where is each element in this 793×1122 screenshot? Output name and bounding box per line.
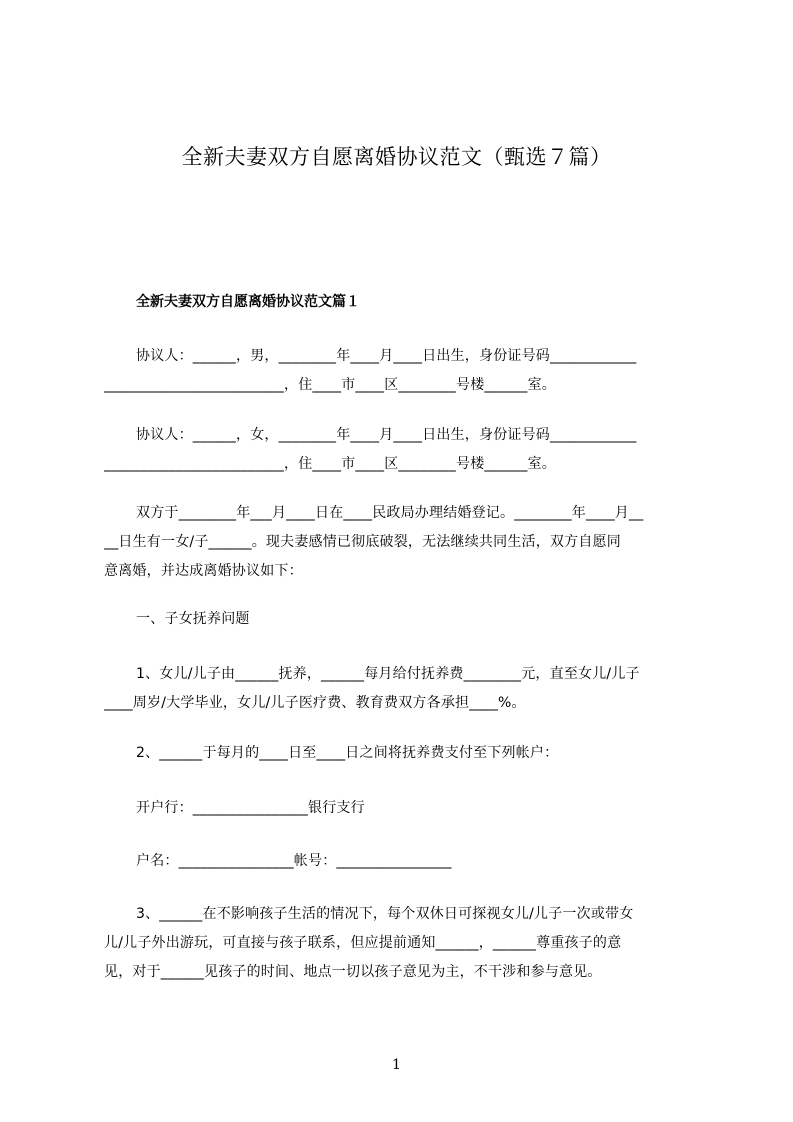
paragraph-line: 协议人：______，女，________年____月____日出生，身份证号码____________ [136, 427, 637, 443]
paragraph-line: 一、子女抚养问题 [136, 611, 250, 627]
paragraph-party-male [104, 342, 704, 400]
paragraph-party-female [104, 421, 704, 479]
paragraph-clause-1 [104, 660, 704, 718]
document-title: 全新夫妻双方自愿离婚协议范文（甄选７篇） [181, 145, 612, 169]
paragraph-line: 开户行：________________银行支行 [136, 800, 365, 816]
paragraph-bank-name [104, 794, 704, 823]
section-heading: 全新夫妻双方自愿离婚协议范文篇１ [136, 294, 360, 310]
paragraph-marriage-info [104, 499, 704, 586]
paragraph-account-info [104, 847, 704, 876]
paragraph-line: 2、______于每月的____日至____日之间将抚养费支付至下列帐户： [136, 745, 559, 761]
paragraph-line: 意离婚，并达成离婚协议如下： [104, 563, 303, 579]
paragraph-line: 双方于________年___月____日在____民政局办理结婚登记。________年____月__ [136, 505, 644, 521]
paragraph-line: _________________________，住____市____区________号楼______室。 [104, 456, 556, 472]
paragraph-line: __日生有一女/子______。现夫妻感情已彻底破裂，无法继续共同生活，双方自愿同 [104, 534, 621, 550]
paragraph-child-support-heading [104, 605, 704, 634]
paragraph-line: 协议人：______，男，________年____月____日出生，身份证号码____________ [136, 348, 637, 364]
paragraph-line: 儿/儿子外出游玩，可直接与孩子联系，但应提前通知______，______尊重孩子的意 [104, 935, 622, 951]
paragraph-line: 户名：________________帐号：________________ [136, 853, 452, 869]
paragraph-clause-2 [104, 739, 704, 768]
paragraph-line: ____周岁/大学毕业，女儿/儿子医疗费、教育费双方各承担____%。 [104, 695, 526, 711]
paragraph-line: 3、______在不影响孩子生活的情况下，每个双休日可探视女儿/儿子一次或带女 [136, 906, 634, 922]
paragraph-line: _________________________，住____市____区________号楼______室。 [104, 377, 556, 393]
page-number: 1 [392, 1057, 401, 1073]
paragraph-clause-3 [104, 900, 704, 987]
paragraph-line: 见，对于______见孩子的时间、地点一切以孩子意见为主，不干涉和参与意见。 [104, 964, 602, 980]
paragraph-line: 1、女儿/儿子由______抚养，______每月给付抚养费________元，直至女儿/儿子 [136, 666, 640, 682]
